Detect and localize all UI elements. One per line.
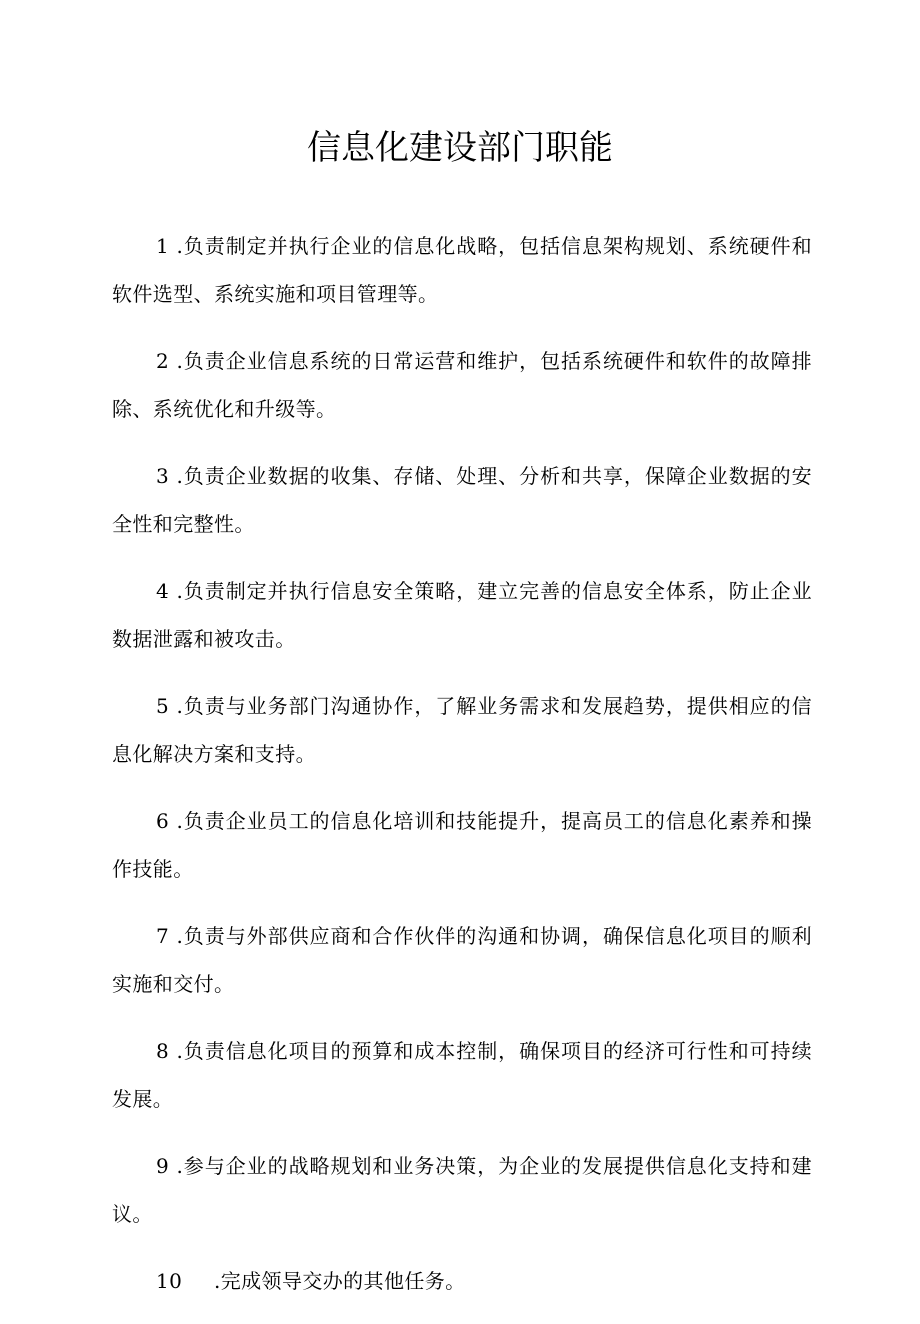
list-item	[112, 682, 812, 778]
item-number: 3	[156, 464, 170, 488]
list-item	[112, 912, 812, 1008]
item-number: 8	[156, 1039, 170, 1063]
item-number: 9	[156, 1154, 170, 1178]
list-item	[112, 1257, 812, 1305]
item-text: .负责制定并执行企业的信息化战略，包括信息架构规划、系统硬件和软件选型、系统实施和项目管理等。	[112, 234, 812, 306]
document-title: 信息化建设部门职能	[307, 128, 613, 168]
item-number: 4	[156, 579, 170, 603]
item-text: .完成领导交办的其他任务。	[214, 1269, 466, 1293]
item-text: .负责与外部供应商和合作伙伴的沟通和协调，确保信息化项目的顺利实施和交付。	[112, 924, 812, 996]
list-item	[112, 797, 812, 893]
list-item	[112, 567, 812, 663]
item-number: 10	[156, 1269, 183, 1293]
item-text: .负责制定并执行信息安全策略，建立完善的信息安全体系，防止企业数据泄露和被攻击。	[112, 579, 812, 651]
list-item	[112, 337, 812, 433]
item-text: .负责企业数据的收集、存储、处理、分析和共享，保障企业数据的安全性和完整性。	[112, 464, 812, 536]
list-item	[112, 222, 812, 318]
item-number: 7	[156, 924, 170, 948]
item-number: 1	[156, 234, 170, 258]
item-number: 2	[156, 349, 170, 373]
item-text: .参与企业的战略规划和业务决策，为企业的发展提供信息化支持和建议。	[112, 1154, 812, 1226]
document-body	[112, 222, 812, 1324]
item-text: .负责与业务部门沟通协作，了解业务需求和发展趋势，提供相应的信息化解决方案和支持。	[112, 694, 812, 766]
item-number: 5	[156, 694, 170, 718]
item-text: .负责企业信息系统的日常运营和维护，包括系统硬件和软件的故障排除、系统优化和升级等。	[112, 349, 812, 421]
list-item	[112, 1142, 812, 1238]
item-text: .负责企业员工的信息化培训和技能提升，提高员工的信息化素养和操作技能。	[112, 809, 812, 881]
list-item	[112, 1027, 812, 1123]
item-number: 6	[156, 809, 170, 833]
item-text: .负责信息化项目的预算和成本控制，确保项目的经济可行性和可持续发展。	[112, 1039, 812, 1111]
list-item	[112, 452, 812, 548]
